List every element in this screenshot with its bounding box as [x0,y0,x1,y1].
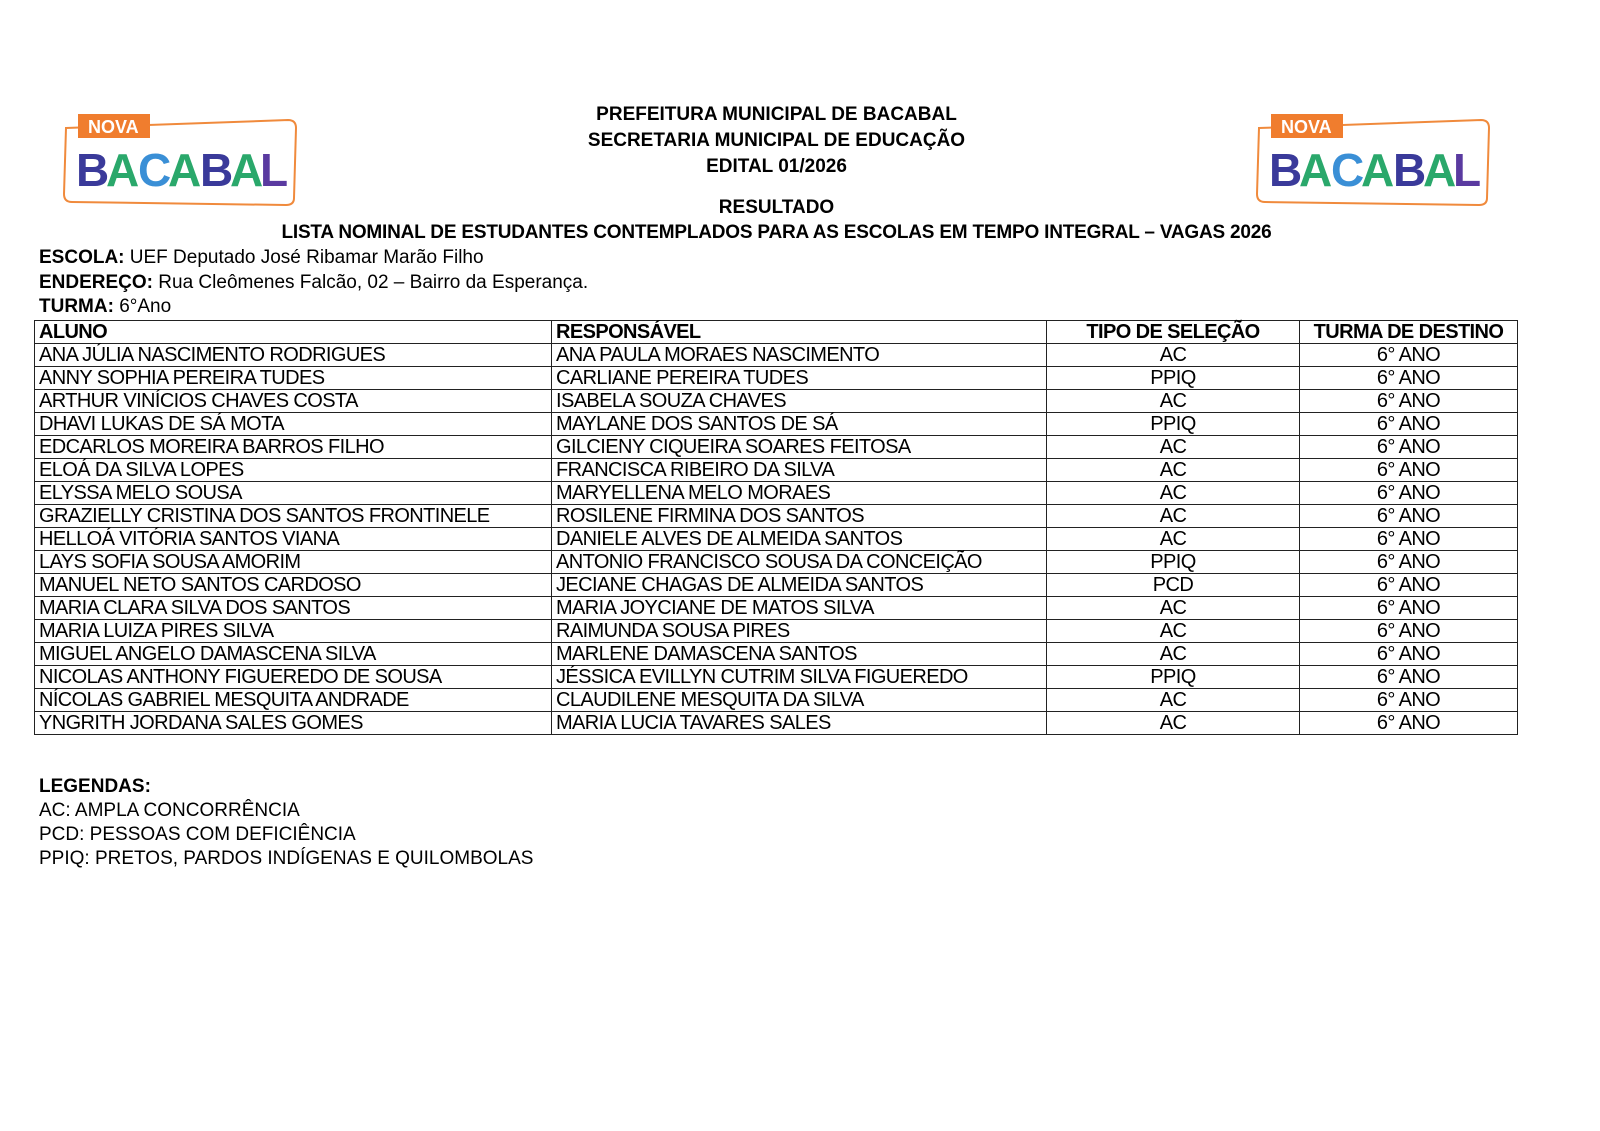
header-prefeitura: PREFEITURA MUNICIPAL DE BACABAL [596,104,957,125]
table-row [35,666,1518,689]
tipo-selecao-cell: AC [1047,436,1300,459]
svg-text:A: A [168,144,200,196]
tipo-selecao-cell: AC [1047,689,1300,712]
responsavel-cell: JÉSSICA EVILLYN CUTRIM SILVA FIGUEREDO [552,666,1047,689]
turma-destino-cell: 6° ANO [1300,367,1518,390]
svg-text:L: L [1453,144,1482,196]
table-row [35,643,1518,666]
turma-destino-cell: 6° ANO [1300,712,1518,735]
turma-destino-cell: 6° ANO [1300,459,1518,482]
responsavel-cell: MARIA LUCIA TAVARES SALES [552,712,1047,735]
table-row [35,436,1518,459]
aluno-cell: NÍCOLAS GABRIEL MESQUITA ANDRADE [35,689,552,712]
tipo-selecao-cell: PPIQ [1047,367,1300,390]
responsavel-cell: ISABELA SOUZA CHAVES [552,390,1047,413]
responsavel-cell: ANA PAULA MORAES NASCIMENTO [552,344,1047,367]
svg-text:L: L [260,144,287,196]
svg-text:B: B [76,144,108,196]
aluno-cell: ELYSSA MELO SOUSA [35,482,552,505]
svg-text:A: A [1299,144,1333,196]
header-responsavel: RESPONSÁVEL [552,321,1047,344]
document-title: LISTA NOMINAL DE ESTUDANTES CONTEMPLADOS PARA AS ESCOLAS EM TEMPO INTEGRAL – VAGAS 2026 [281,222,1272,243]
aluno-cell: DHAVI LUKAS DE SÁ MOTA [35,413,552,436]
escola-line [39,247,484,269]
table-row [35,689,1518,712]
aluno-cell: ELOÁ DA SILVA LOPES [35,459,552,482]
turma-destino-cell: 6° ANO [1300,344,1518,367]
responsavel-cell: JECIANE CHAGAS DE ALMEIDA SANTOS [552,574,1047,597]
tipo-selecao-cell: AC [1047,390,1300,413]
endereco-value: Rua Cleômenes Falcão, 02 – Bairro da Esperança. [153,272,589,293]
turma-value: 6°Ano [113,296,172,317]
tipo-selecao-cell: AC [1047,505,1300,528]
turma-destino-cell: 6° ANO [1300,597,1518,620]
aluno-cell: MANUEL NETO SANTOS CARDOSO [35,574,552,597]
aluno-cell: ANA JÚLIA NASCIMENTO RODRIGUES [35,344,552,367]
responsavel-cell: MARYELLENA MELO MORAES [552,482,1047,505]
turma-destino-cell: 6° ANO [1300,528,1518,551]
responsavel-cell: CARLIANE PEREIRA TUDES [552,367,1047,390]
table-row [35,459,1518,482]
table-row [35,712,1518,735]
table-row [35,597,1518,620]
tipo-selecao-cell: AC [1047,597,1300,620]
aluno-cell: EDCARLOS MOREIRA BARROS FILHO [35,436,552,459]
turma-destino-cell: 6° ANO [1300,620,1518,643]
svg-text:A: A [230,144,262,196]
tipo-selecao-cell: PPIQ [1047,666,1300,689]
header-turma-destino: TURMA DE DESTINO [1300,321,1518,344]
responsavel-cell: RAIMUNDA SOUSA PIRES [552,620,1047,643]
turma-destino-cell: 6° ANO [1300,436,1518,459]
turma-destino-cell: 6° ANO [1300,574,1518,597]
responsavel-cell: ANTONIO FRANCISCO SOUSA DA CONCEIÇÃO [552,551,1047,574]
header-aluno: ALUNO [35,321,552,344]
aluno-cell: YNGRITH JORDANA SALES GOMES [35,712,552,735]
aluno-cell: GRAZIELLY CRISTINA DOS SANTOS FRONTINELE [35,505,552,528]
svg-text:A: A [106,144,138,196]
table-row [35,528,1518,551]
students-table [34,320,1518,735]
table-header-row [35,321,1518,344]
turma-destino-cell: 6° ANO [1300,689,1518,712]
svg-text:B: B [1269,144,1303,196]
tipo-selecao-cell: AC [1047,643,1300,666]
table-row [35,344,1518,367]
header-edital: EDITAL 01/2026 [706,156,847,177]
aluno-cell: MARIA LUIZA PIRES SILVA [35,620,552,643]
responsavel-cell: CLAUDILENE MESQUITA DA SILVA [552,689,1047,712]
legend-item: AC: AMPLA CONCORRÊNCIA [39,800,300,821]
aluno-cell: MARIA CLARA SILVA DOS SANTOS [35,597,552,620]
turma-destino-cell: 6° ANO [1300,551,1518,574]
table-row [35,413,1518,436]
turma-destino-cell: 6° ANO [1300,482,1518,505]
tipo-selecao-cell: PPIQ [1047,413,1300,436]
tipo-selecao-cell: AC [1047,528,1300,551]
responsavel-cell: MARLENE DAMASCENA SANTOS [552,643,1047,666]
svg-text:NOVA: NOVA [1281,117,1332,137]
escola-value: UEF Deputado José Ribamar Marão Filho [124,247,484,268]
aluno-cell: HELLOÁ VITÓRIA SANTOS VIANA [35,528,552,551]
svg-text:B: B [1393,144,1427,196]
tipo-selecao-cell: AC [1047,620,1300,643]
table-row [35,482,1518,505]
aluno-cell: MIGUEL ANGELO DAMASCENA SILVA [35,643,552,666]
table-row [35,574,1518,597]
turma-destino-cell: 6° ANO [1300,643,1518,666]
tipo-selecao-cell: AC [1047,712,1300,735]
aluno-cell: LAYS SOFIA SOUSA AMORIM [35,551,552,574]
turma-label: TURMA: [39,296,114,317]
turma-destino-cell: 6° ANO [1300,413,1518,436]
svg-text:A: A [1423,144,1457,196]
header-tipo-selecao: TIPO DE SELEÇÃO [1047,321,1300,344]
responsavel-cell: ROSILENE FIRMINA DOS SANTOS [552,505,1047,528]
responsavel-cell: FRANCISCA RIBEIRO DA SILVA [552,459,1047,482]
table-row [35,620,1518,643]
responsavel-cell: MAYLANE DOS SANTOS DE SÁ [552,413,1047,436]
svg-text:C: C [138,144,170,196]
svg-text:B: B [200,144,232,196]
turma-destino-cell: 6° ANO [1300,390,1518,413]
header-resultado: RESULTADO [718,197,835,218]
tipo-selecao-cell: AC [1047,482,1300,505]
svg-text:NOVA: NOVA [88,117,139,137]
table-row [35,551,1518,574]
escola-label: ESCOLA: [39,247,125,268]
aluno-cell: NICOLAS ANTHONY FIGUEREDO DE SOUSA [35,666,552,689]
turma-destino-cell: 6° ANO [1300,666,1518,689]
responsavel-cell: MARIA JOYCIANE DE MATOS SILVA [552,597,1047,620]
turma-destino-cell: 6° ANO [1300,505,1518,528]
tipo-selecao-cell: AC [1047,344,1300,367]
legend-title: LEGENDAS: [39,776,151,797]
turma-line [39,296,171,318]
table-row [35,505,1518,528]
legend-item: PPIQ: PRETOS, PARDOS INDÍGENAS E QUILOMBOLAS [39,848,534,869]
aluno-cell: ARTHUR VINÍCIOS CHAVES COSTA [35,390,552,413]
table-row [35,367,1518,390]
responsavel-cell: GILCIENY CIQUEIRA SOARES FEITOSA [552,436,1047,459]
tipo-selecao-cell: PPIQ [1047,551,1300,574]
svg-text:C: C [1331,144,1365,196]
table-row [35,390,1518,413]
responsavel-cell: DANIELE ALVES DE ALMEIDA SANTOS [552,528,1047,551]
endereco-line [39,272,588,294]
endereco-label: ENDEREÇO: [39,272,154,293]
tipo-selecao-cell: AC [1047,459,1300,482]
header-secretaria: SECRETARIA MUNICIPAL DE EDUCAÇÃO [587,130,966,151]
legend-item: PCD: PESSOAS COM DEFICIÊNCIA [39,824,356,845]
aluno-cell: ANNY SOPHIA PEREIRA TUDES [35,367,552,390]
tipo-selecao-cell: PCD [1047,574,1300,597]
svg-text:A: A [1361,144,1395,196]
